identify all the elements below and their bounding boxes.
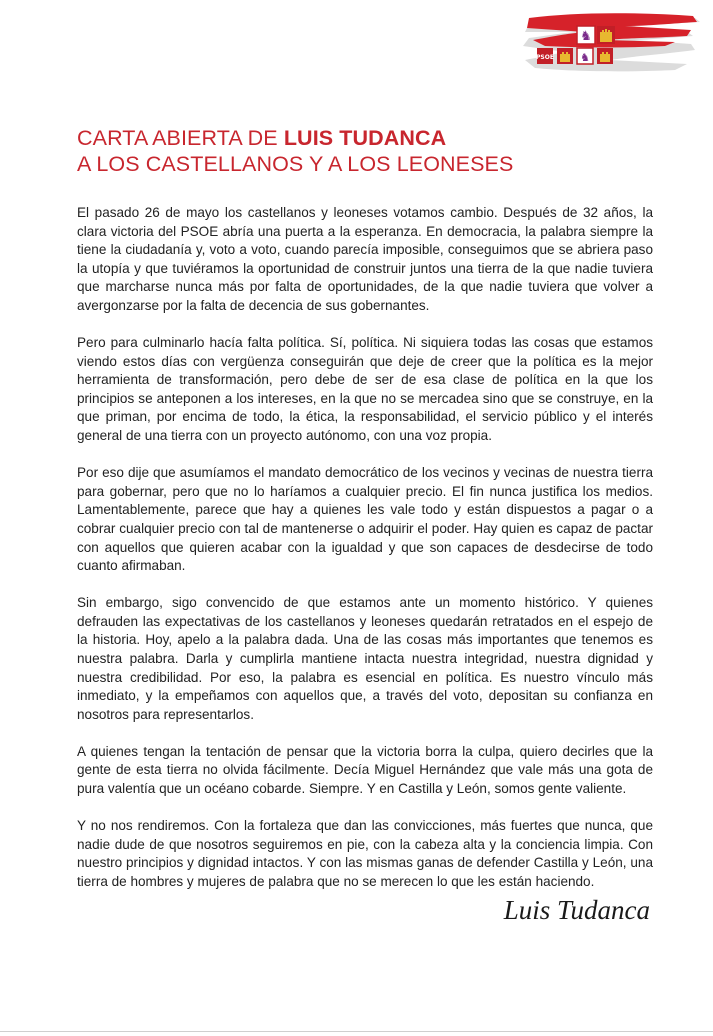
logo-psoe-label: PSOE (536, 54, 554, 61)
paragraph: Por eso dije que asumíamos el mandato democrático de los vecinos y vecinas de nuestra tierra para gobernar, pero que no lo haríamos a cualquier precio. El fin nunca justifica los medios. Lamentablemente, parece que hay a quienes les vale todo y están dispuestos a pagar o a cobrar cualquier precio con tal de mantenerse o adquirir el poder. Hay quien es capaz de pactar con aquellos que quieren acabar con la igualdad y que son capaces de desdecirse de todo cuanto afirmaban. (77, 465, 653, 574)
title-prefix: CARTA ABIERTA DE (77, 126, 284, 150)
signature: Luis Tudanca (503, 895, 650, 925)
title-name: LUIS TUDANCA (283, 126, 447, 150)
svg-text:♞: ♞ (580, 51, 590, 64)
letter-title (77, 125, 637, 177)
title-line-1 (77, 125, 637, 151)
paragraph: Y no nos rendiremos. Con la fortaleza que dan las convicciones, más fuertes que nunca, que nadie dude de que nosotros seguiremos en pie, con la cabeza alta y la conciencia limpia. Con nuestro principios y dignidad intactos. Y con las mismas ganas de defender Castilla y León, una tierra de hombres y mujeres de palabra que no se merecen lo que les están haciendo. (77, 818, 653, 889)
page-bottom-divider (0, 1031, 713, 1032)
psoe-castilla-leon-logo (515, 10, 705, 76)
paragraph: Sin embargo, sigo convencido de que estamos ante un momento histórico. Y quienes defrauden las expectativas de los castellanos y leoneses quedarán retratados en el espejo de la historia. Hoy, apelo a la palabra dada. Una de las cosas más importantes que tenemos es nuestra palabra. Darla y cumplirla mantiene intacta nuestra integridad, nuestra dignidad y nuestra credibilidad. Por eso, la palabra es esencial en política. Es nuestro vínculo más inmediato, y la empeñamos con aquellos que, a través del voto, depositan su confianza en nosotros para representarlos. (77, 595, 653, 722)
paragraph: Pero para culminarlo hacía falta política. Sí, política. Ni siquiera todas las cosas que estamos viendo estos días con vergüenza conseguirán que deje de creer que la política es la mejor herramienta de transformación, pero debe de ser de esa clase de política en la que los principios se anteponen a los intereses, en la que no se mercadea sino que se construye, en la que priman, por encima de todo, la ética, la responsabilidad, el servicio público y el interés general de una tierra con un proyecto autónomo, con una voz propia. (77, 335, 653, 444)
paragraph: A quienes tengan la tentación de pensar que la victoria borra la culpa, quiero decirles que la gente de esta tierra no olvida fácilmente. Decía Miguel Hernández que vale más una gota de pura valentía que un océano cobarde. Siempre. Y en Castilla y León, somos gente valiente. (77, 743, 653, 797)
title-line-2: A LOS CASTELLANOS Y A LOS LEONESES (77, 152, 514, 176)
letter-body (77, 204, 653, 910)
paragraph: El pasado 26 de mayo los castellanos y leoneses votamos cambio. Después de 32 años, la clara victoria del PSOE abría una puerta a la esperanza. En democracia, la palabra siempre la tiene la ciudadanía y, voto a voto, cuando parecía imposible, conseguimos que se abriera paso la utopía y que tuviéramos la oportunidad de construir juntos una tierra de la que nadie tuviera que marcharse nunca más por falta de oportunidades, de la que nadie tuviera que volver a avergonzarse por la falta de decencia de sus gobernantes. (77, 205, 653, 313)
svg-text:♞: ♞ (580, 29, 592, 44)
